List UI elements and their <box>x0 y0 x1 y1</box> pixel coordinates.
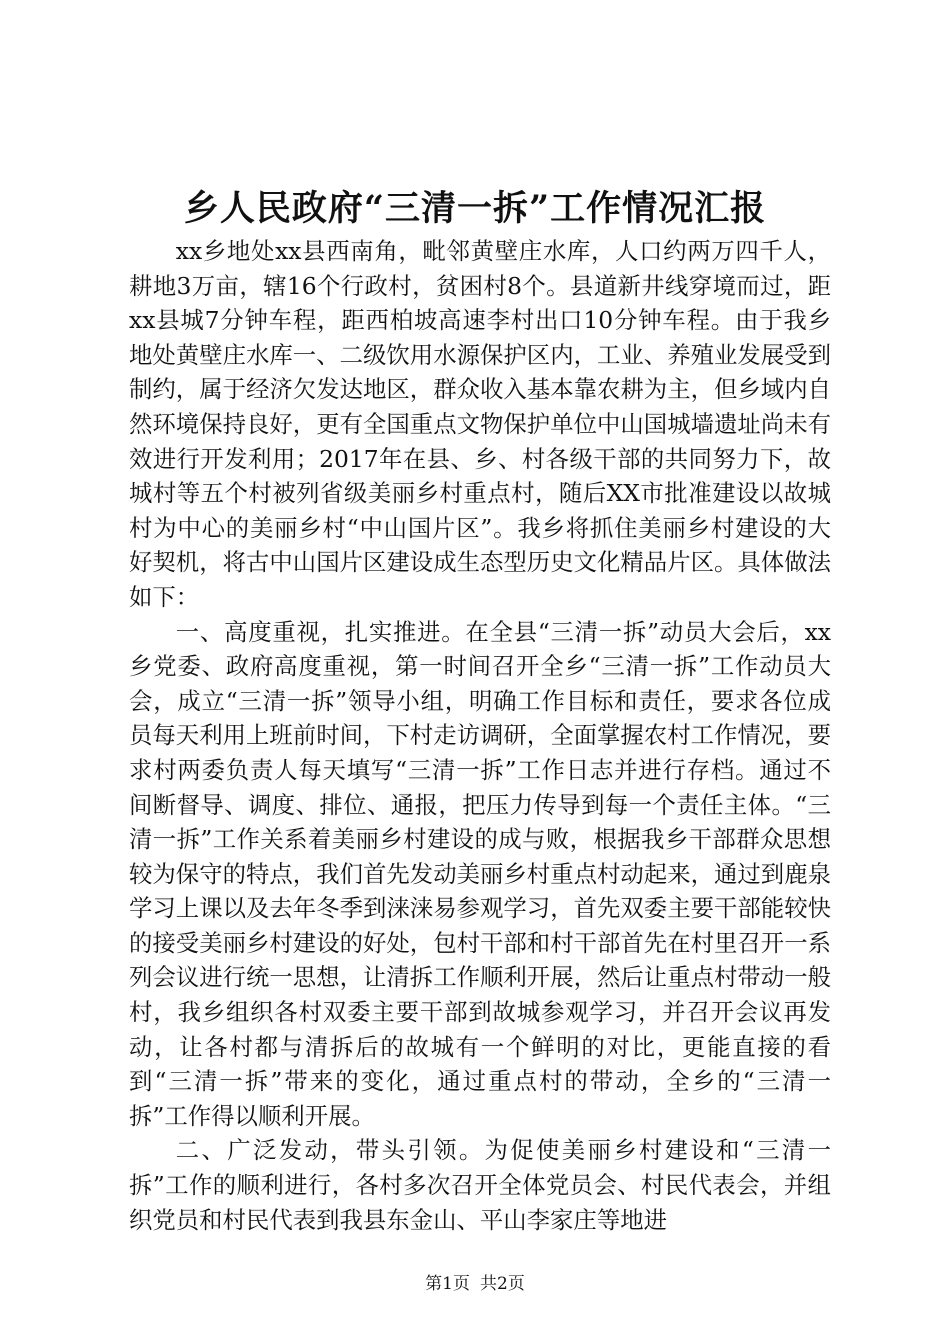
page-total: 共2页 <box>480 1274 525 1294</box>
document-body <box>129 234 831 1237</box>
page-footer <box>0 1272 950 1296</box>
paragraph-intro: xx乡地处xx县西南角，毗邻黄壁庄水库，人口约两万四千人，耕地3万亩，辖16个行政村，贫困村8个。县道新井线穿境而过，距xx县城7分钟车程，距西柏坡高速李村出口10分钟车程。由于我乡地处黄壁庄水库一、二级饮用水源保护区内，工业、养殖业发展受到制约，属于经济欠发达地区，群众收入基本靠农耕为主，但乡域内自然环境保持良好，更有全国重点文物保护单位中山国城墙遗址尚未有效进行开发利用；2017年在县、乡、村各级干部的共同努力下，故城村等五个村被列省级美丽乡村重点村，随后XX市批准建设以故城村为中心的美丽乡村“中山国片区”。我乡将抓住美丽乡村建设的大好契机，将古中山国片区建设成生态型历史文化精品片区。具体做法如下： <box>129 237 831 611</box>
document-title: 乡人民政府“三清一拆”工作情况汇报 <box>183 188 767 229</box>
page-number: 第1页 <box>425 1274 470 1294</box>
paragraph-section-1: 一、高度重视，扎实推进。在全县“三清一拆”动员大会后，xx乡党委、政府高度重视，第一时间召开全乡“三清一拆”工作动员大会，成立“三清一拆”领导小组，明确工作目标和责任，要求各位成员每天利用上班前时间，下村走访调研，全面掌握农村工作情况，要求村两委负责人每天填写“三清一拆”工作日志并进行存档。通过不间断督导、调度、排位、通报，把压力传导到每一个责任主体。“三清一拆”工作关系着美丽乡村建设的成与败，根据我乡干部群众思想较为保守的特点，我们首先发动美丽乡村重点村动起来，通过到鹿泉学习上课以及去年冬季到涞涞易参观学习，首先双委主要干部能较快的接受美丽乡村建设的好处，包村干部和村干部首先在村里召开一系列会议进行统一思想，让清拆工作顺利开展，然后让重点村带动一般村，我乡组织各村双委主要干部到故城参观学习，并召开会议再发动，让各村都与清拆后的故城有一个鲜明的对比，更能直接的看到“三清一拆”带来的变化，通过重点村的带动，全乡的“三清一拆”工作得以顺利开展。 <box>129 617 831 1130</box>
paragraph-section-2: 二、广泛发动，带头引领。为促使美丽乡村建设和“三清一拆”工作的顺利进行，各村多次召开全体党员会、村民代表会，并组织党员和村民代表到我县东金山、平山李家庄等地进 <box>129 1136 831 1234</box>
